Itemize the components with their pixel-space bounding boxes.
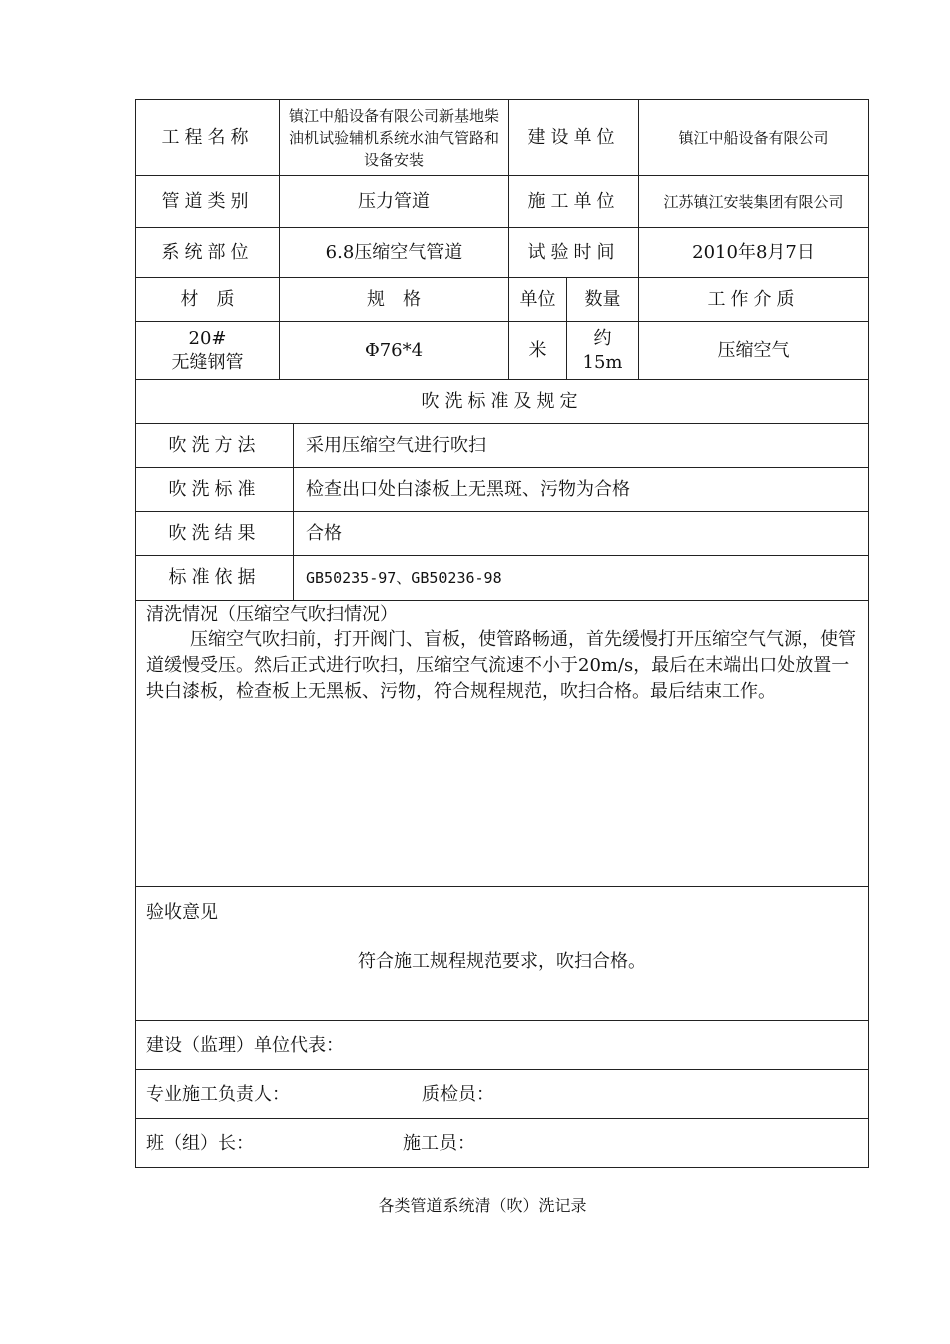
document-caption: 各类管道系统清（吹）洗记录 — [378, 1196, 587, 1215]
builder-label: 建设单位 — [527, 126, 620, 148]
standard-label: 吹洗标准 — [168, 478, 261, 500]
medium-header: 工作介质 — [707, 288, 800, 310]
material-type: 无缝钢管 — [171, 351, 244, 373]
project-name-label: 工程名称 — [161, 126, 254, 148]
standard-value: 检查出口处白漆板上无黑斑、污物为合格 — [306, 478, 630, 500]
material-grade: 20# — [188, 327, 227, 349]
result-value: 合格 — [306, 522, 342, 544]
quantity-amount: 15m — [582, 351, 623, 373]
acceptance-title: 验收意见 — [146, 902, 218, 923]
pipe-type-value: 压力管道 — [358, 190, 430, 212]
result-label: 吹洗结果 — [168, 522, 261, 544]
test-time-value: 2010年8月7日 — [692, 241, 815, 263]
quantity-value — [567, 322, 638, 379]
spec-value: Φ76*4 — [364, 339, 424, 361]
material-value — [136, 322, 279, 379]
medium-value: 压缩空气 — [717, 339, 790, 361]
contractor-value: 江苏镇江安装集团有限公司 — [663, 192, 844, 211]
acceptance-text: 符合施工规程规范要求，吹扫合格。 — [358, 951, 646, 972]
quantity-approx: 约 — [593, 327, 612, 349]
quantity-header: 数量 — [584, 288, 621, 310]
worker-label: 施工员： — [403, 1133, 475, 1154]
contractor-label: 施工单位 — [527, 190, 620, 212]
spec-header: 规 格 — [367, 288, 421, 310]
standards-section-title: 吹洗标准及规定 — [421, 390, 583, 412]
method-value: 采用压缩空气进行吹扫 — [306, 434, 486, 456]
owner-rep-label: 建设（监理）单位代表： — [146, 1035, 344, 1056]
system-label: 系统部位 — [161, 241, 254, 263]
cleaning-title: 清洗情况（压缩空气吹扫情况） — [146, 604, 398, 625]
cleaning-body: 压缩空气吹扫前，打开阀门、盲板，使管路畅通，首先缓慢打开压缩空气气源，使管道缓慢受压。然后正式进行吹扫，压缩空气流速不小于20m/s，最后在末端出口处放置一块白漆板，检查板上无黑板、污物，符合规程规范，吹扫合格。最后结束工作。 — [146, 629, 856, 702]
test-time-label: 试验时间 — [527, 241, 620, 263]
system-value: 6.8压缩空气管道 — [325, 241, 463, 263]
project-name-value: 镇江中船设备有限公司新基地柴油机试验辅机系统水油气管路和设备安装 — [288, 106, 499, 169]
construction-lead-label: 专业施工负责人： — [146, 1084, 290, 1105]
builder-value: 镇江中船设备有限公司 — [678, 128, 829, 147]
method-label: 吹洗方法 — [168, 434, 261, 456]
material-header: 材 质 — [180, 288, 235, 310]
unit-header: 单位 — [519, 288, 556, 310]
basis-value: GB50235-97、GB50236-98 — [306, 569, 502, 587]
team-leader-label: 班（组）长： — [146, 1133, 254, 1154]
inspector-label: 质检员： — [422, 1084, 494, 1105]
unit-value: 米 — [528, 339, 547, 361]
basis-label: 标准依据 — [168, 567, 261, 588]
pipe-type-label: 管道类别 — [161, 190, 254, 212]
